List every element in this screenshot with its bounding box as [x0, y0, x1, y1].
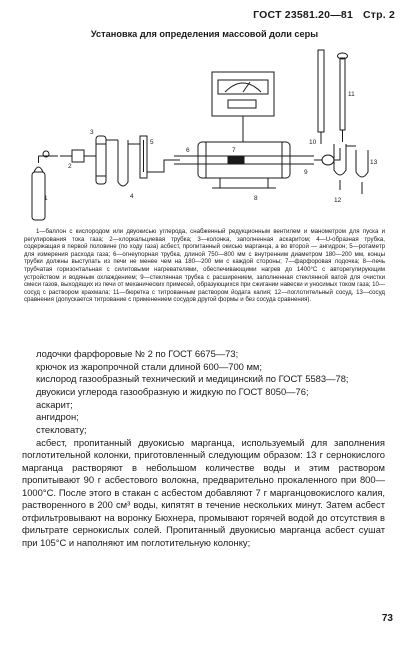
- page-number: 73: [381, 613, 393, 624]
- apparatus-diagram: [22, 44, 394, 224]
- list-item: аскарит;: [36, 398, 73, 410]
- gas-cylinder-drawing: [32, 151, 58, 220]
- figure-label-11: 11: [348, 91, 355, 98]
- figure-label-13: 13: [370, 159, 378, 166]
- figure-label-7: 7: [232, 147, 236, 154]
- figure-title: Установка для определения массовой доли серы: [90, 29, 319, 39]
- body-text: [22, 348, 385, 550]
- figure-label-3: 3: [90, 129, 94, 136]
- rotameter-drawing: [140, 136, 180, 178]
- figure-label-6: 6: [186, 147, 190, 154]
- list-item: кислород газообразный технический и медицинский по ГОСТ 5583—78;: [36, 373, 349, 385]
- absorption-vessels-drawing: [334, 144, 368, 194]
- glass-tube-drawing: [314, 148, 340, 165]
- figure-caption: 1—баллон с кислородом или двуокисью углерода, снабженный редукционным вентилем и манометром для пуска и регулирования тока газа; 2—хлоркальциевая трубка; 3—колонка, заполненная аскаритом; 4—U-образная трубка, содержащая в первой половине (по ходу газа) асбест, пропитанный окисью марганца, а во второй — ангидрон; 5—ротаметр для измерения расхода газа; 6—огнеупорная трубка, длиной 750—800 мм с внутренним диаметром 180—200 мм, концы трубки должны выступать из печи не менее чем на 180—200 мм с каждой стороны; 7—фарфоровая лодочка; 8—печь трубчатая горизонтальная с силитовыми нагревателями, обеспечивающими нагрев до 1400°С с авторегулирующим устройством и водяным охлаждением; 9—стеклянная трубка с расширением, заполненная стеклянной ватой для очистки смеси газов, выходящих из печи от механических примесей, образующихся при сжигании навески и уносимых током газа; 10—сосуд с раствором крахмала; 11—бюретка с титрованным раствором йодата калия; 12—поглотительный сосуд, 13—сосуд сравнения (допускается титрование с применением сосудов другой формы и без сосуда сравнения).: [24, 228, 385, 304]
- ascarite-column-drawing: [96, 136, 118, 184]
- figure-label-10: 10: [309, 139, 317, 146]
- figure-label-2: 2: [68, 163, 72, 170]
- figure-label-8: 8: [254, 195, 258, 202]
- temperature-controller-drawing: [212, 72, 274, 142]
- figure-label-12: 12: [334, 197, 342, 204]
- furnace-drawing: [174, 142, 314, 188]
- u-tube-drawing: [118, 140, 140, 186]
- figure-label-5: 5: [150, 139, 154, 146]
- asbestos-paragraph: асбест, пропитанный двуокисью марганца, используемый для заполнения поглотительной колонки, приготовленный следующим образом: 13 г сернокислого марганца растворяют в небольшом количестве воды и этим раствором пропитывают 90 г асбестового волокна, предварительно прокаленного при 800—1000°С. После этого в стакан с асбестом добавляют 7 г марганцовокислого калия, растворенного в 200 см³ воды, кипятят в течение нескольких минут. Затем асбест отфильтровывают на воронку Бюхнера, промывают горячей водой до отсутствия в фильтрате сернокислых солей. Пропитанный двуокисью марганца асбест сушат при 105°С и наполняют им поглотительную колонку;: [22, 436, 385, 548]
- page-header: [253, 9, 395, 21]
- figure-label-9: 9: [304, 169, 308, 176]
- standard-number: ГОСТ 23581.20—81: [253, 9, 353, 21]
- list-item: ангидрон;: [36, 411, 79, 423]
- page-label: Стр. 2: [362, 9, 395, 21]
- list-item: двуокиси углерода газообразную и жидкую по ГОСТ 8050—76;: [36, 386, 309, 398]
- figure-label-4: 4: [130, 193, 134, 200]
- list-item: стекловату;: [36, 424, 87, 436]
- burette-drawing: [318, 50, 348, 144]
- figure-label-1: 1: [44, 195, 48, 202]
- calcium-chloride-tube-drawing: [60, 150, 96, 162]
- list-item: лодочки фарфоровые № 2 по ГОСТ 6675—73;: [36, 348, 239, 359]
- list-item: крючок из жаропрочной стали длиной 600—700 мм;: [36, 360, 262, 372]
